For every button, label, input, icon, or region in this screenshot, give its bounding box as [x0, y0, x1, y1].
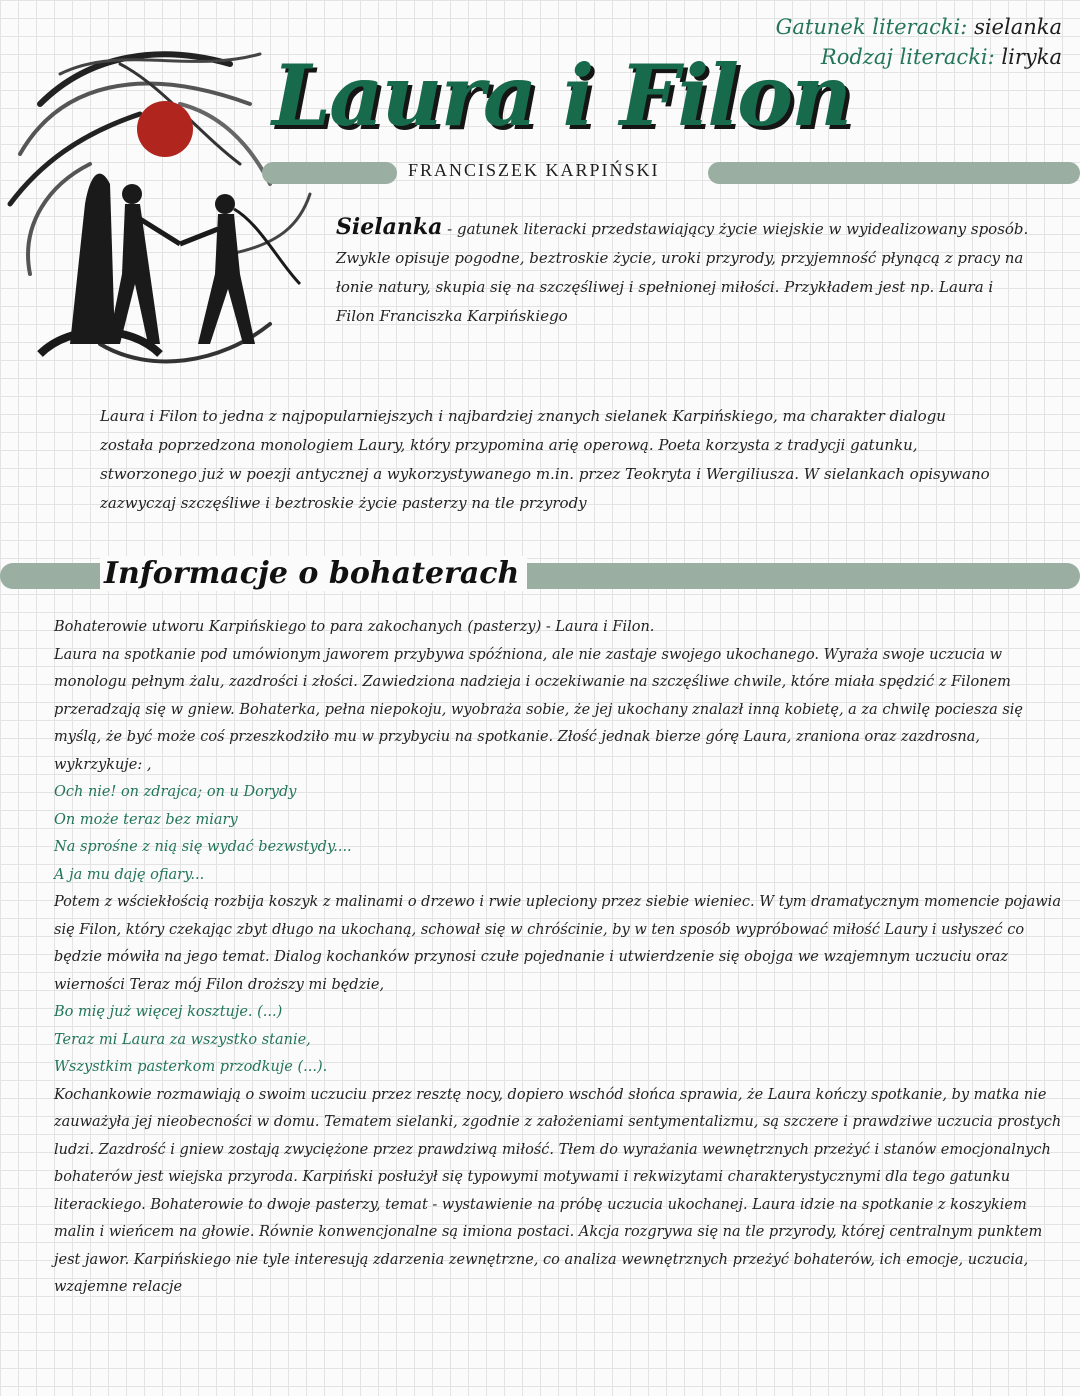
body-paragraph: Potem z wściekłością rozbija koszyk z malinami o drzewo i rwie upleciony przez siebie wieniec. W tym dramatycznym momencie pojawia się Filon, który czekając zbyt długo na ukochaną, schował się w chróścinie, by w ten sposób wypróbować miłość Laury i usłyszeć co będzie mówiła na jego temat. Dialog kochanków przynosi czułe pojednanie i utwierdzenie się obojga we wzajemnym uczuciu oraz wierności Teraz mój Filon droższy mi będzie, — [54, 894, 1061, 993]
quote-line: Och nie! on zdrajca; on u Dorydy — [54, 784, 297, 800]
quote-line: On może teraz bez miary — [54, 811, 238, 828]
tree-trunk — [70, 174, 115, 344]
definition-text: - gatunek literacki przedstawiający życie wiejskie w wyidealizowany sposób. Zwykle opisuje pogodne, beztroskie życie, uroki przyrody, przyjemność płynącą z pracy na łonie natury, skupia się na szczęśliwej i spełnionej miłości. Przykładem jest np. Laura i Filon Franciszka Karpińskiego — [336, 220, 1029, 325]
quote-line: Wszystkim pasterkom przodkuje (...). — [54, 1059, 328, 1075]
red-sun — [137, 101, 193, 157]
body-paragraph: Laura na spotkanie pod umówionym jaworem przybywa spóźniona, ale nie zastaje swojego ukochanego. Wyraża swoje uczucia w monologu pełnym żalu, zazdrości i złości. Zawiedziona nadzieja i oczekiwanie na szczęśliwe chwile, które miała spędzić z Filonem przeradzają się w gniew. Bohaterka, pełna niepokoju, wyobraża sobie, że jej ukochany znalazł inną kobietę, a za chwilę pociesza się myślą, że być może coś przeszkodziło mu w przybyciu na spotkanie. Złość jednak bierze górę Laura, zraniona oraz zazdrosna, wykrzykuje: , — [54, 646, 1023, 773]
section-title: Informacje o bohaterach — [100, 556, 527, 591]
author-bar-left — [262, 162, 397, 184]
kind-label: Rodzaj literacki: — [820, 45, 995, 69]
kind-line — [821, 44, 1062, 70]
author-bar-right — [708, 162, 1080, 184]
page-title: Laura i Filon — [272, 46, 851, 145]
genre-line — [776, 14, 1062, 40]
definition-term: Sielanka — [336, 214, 443, 240]
quote-line: Teraz mi Laura za wszystko stanie, — [54, 1031, 311, 1048]
intro-paragraph: Laura i Filon to jedna z najpopularniejszych i najbardziej znanych sielanek Karpińskiego, ma charakter dialogu została poprzedzona monologiem Laury, który przypomina arię operową. Poeta korzysta z tradycji gatunku, stworzonego już w poezji antycznej a wykorzystywanego m.in. przez Teokryta i Wergiliusza. W sielankach opisywano zazwyczaj szczęśliwe i beztroskie życie pasterzy na tle przyrody — [100, 407, 990, 512]
genre-value: sielanka — [974, 15, 1062, 39]
quote-line: A ja mu daję ofiary... — [54, 866, 205, 883]
quote-line: Na sprośne z nią się wydać bezwstydy.... — [54, 839, 352, 855]
heroes-body — [54, 614, 1064, 1302]
kind-value: liryka — [1001, 45, 1062, 69]
author-name: FRANCISZEK KARPIŃSKI — [408, 160, 660, 180]
quote-line: Bo mię już więcej kosztuje. (...) — [54, 1004, 283, 1020]
definition-paragraph — [336, 213, 1036, 331]
body-paragraph: Kochankowie rozmawiają o swoim uczuciu przez resztę nocy, dopiero wschód słońca sprawia, że Laura kończy spotkanie, by matka nie zauważyła jej nieobecności w domu. Tematem sielanki, zgodnie z założeniami sentymentalizmu, są szczere i prawdziwe uczucia prostych ludzi. Zazdrość i gniew zostają zwyciężone przez prawdziwą miłość. Tłem do wyrażania wewnętrznych przeżyć i stanów emocjonalnych bohaterów jest wiejska przyroda. Karpiński posłużył się typowymi motywami i rekwizytami charakterystycznymi dla tego gatunku literackiego. Bohaterowie to dwoje pasterzy, temat - wystawienie na próbę uczucia ukochanej. Laura idzie na spotkanie z koszykiem malin i wieńcem na głowie. Równie konwencjonalne są imiona postaci. Akcja rozgrywa się na tle przyrody, której centralnym punktem jest jawor. Karpińskiego nie tyle interesują zdarzenia zewnętrzne, co analiza wewnętrznych przeżyć bohaterów, ich emocje, uczucia, wzajemne relacje — [54, 1086, 1062, 1295]
body-paragraph: Bohaterowie utworu Karpińskiego to para zakochanych (pasterzy) - Laura i Filon. — [54, 619, 655, 635]
genre-label: Gatunek literacki: — [775, 15, 968, 39]
